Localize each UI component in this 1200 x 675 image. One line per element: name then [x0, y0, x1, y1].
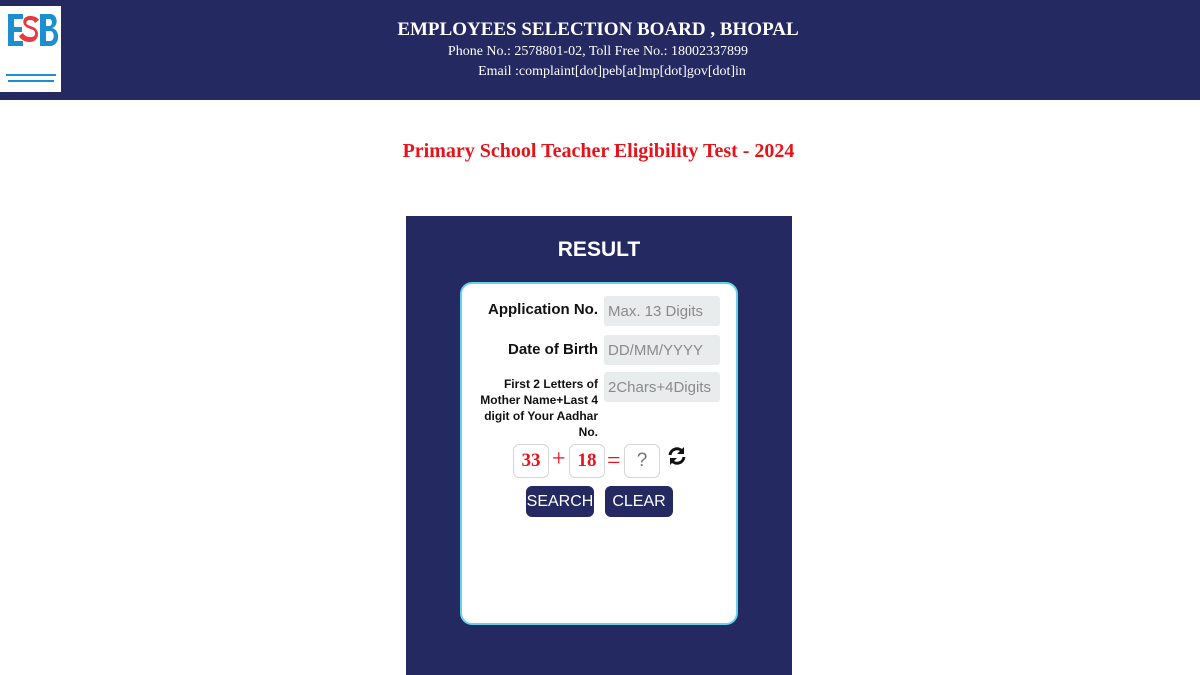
search-button[interactable]: SEARCH	[526, 486, 594, 517]
site-header	[0, 0, 1200, 100]
captcha-operand-b: 18	[569, 444, 605, 478]
captcha-equals: =	[607, 448, 621, 474]
application-no-label: Application No.	[488, 301, 598, 318]
refresh-icon[interactable]	[666, 445, 688, 467]
esb-logo	[0, 6, 61, 92]
mother-aadhar-input[interactable]	[604, 372, 720, 402]
clear-button[interactable]: CLEAR	[605, 486, 673, 517]
header-info	[380, 18, 816, 82]
result-panel	[406, 216, 792, 675]
email-info: Email :complaint[dot]peb[at]mp[dot]gov[dot]in	[478, 64, 746, 79]
dob-label: Date of Birth	[508, 341, 598, 358]
contact-info: Phone No.: 2578801-02, Toll Free No.: 18002337899	[447, 44, 749, 59]
captcha-operator: +	[552, 446, 566, 472]
captcha-answer-input[interactable]	[624, 444, 660, 478]
org-title: EMPLOYEES SELECTION BOARD , BHOPAL	[397, 19, 799, 40]
refresh-icon-svg	[666, 445, 688, 467]
application-no-input[interactable]	[604, 296, 720, 326]
result-heading: RESULT	[557, 238, 641, 261]
captcha-operand-a: 33	[513, 444, 549, 478]
exam-title: Primary School Teacher Eligibility Test - 2024	[402, 140, 795, 162]
result-form	[460, 282, 738, 625]
esb-logo-icon	[0, 6, 61, 92]
dob-input[interactable]	[604, 335, 720, 365]
mother-aadhar-label: First 2 Letters of Mother Name+Last 4 digit of Your Aadhar No.	[480, 377, 598, 439]
